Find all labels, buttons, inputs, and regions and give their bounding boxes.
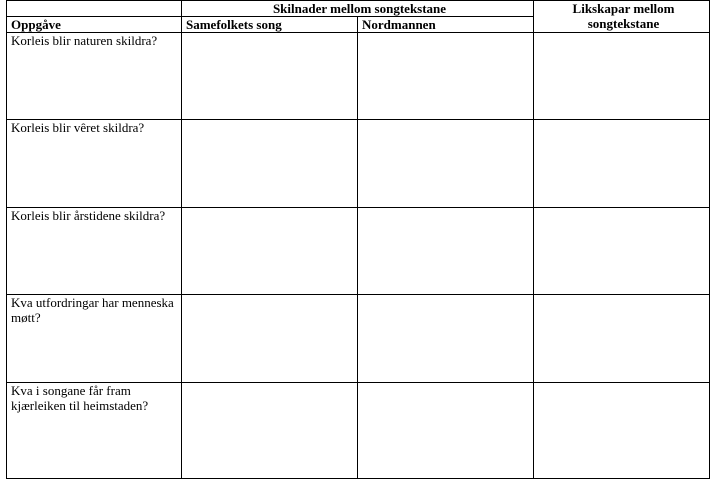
table-row [7,382,710,478]
empty-header-cell [7,1,182,17]
answer-cell-song-b[interactable] [358,33,534,120]
answer-cell-similarities[interactable] [534,382,710,478]
table-row [7,295,710,382]
table-row [7,207,710,294]
answer-cell-song-a[interactable] [182,295,358,382]
answer-cell-song-a[interactable] [182,120,358,207]
answer-cell-song-a[interactable] [182,382,358,478]
answer-cell-song-a[interactable] [182,33,358,120]
task-question: Korleis blir naturen skildra? [7,33,182,120]
task-question: Kva i songane får fram kjærleiken til heimstaden? [7,382,182,478]
header-similarities: Likskapar mellom songtekstane [534,1,710,33]
task-question: Korleis blir vêret skildra? [7,120,182,207]
answer-cell-song-b[interactable] [358,295,534,382]
header-song-a: Samefolkets song [182,17,358,33]
table-row [7,33,710,120]
task-question: Kva utfordringar har menneska møtt? [7,295,182,382]
answer-cell-song-b[interactable] [358,120,534,207]
comparison-table [6,0,710,479]
answer-cell-song-b[interactable] [358,382,534,478]
task-question: Korleis blir årstidene skildra? [7,207,182,294]
header-row-top [7,1,710,17]
header-song-b: Nordmannen [358,17,534,33]
answer-cell-similarities[interactable] [534,120,710,207]
table-row [7,120,710,207]
answer-cell-song-b[interactable] [358,207,534,294]
answer-cell-similarities[interactable] [534,207,710,294]
answer-cell-song-a[interactable] [182,207,358,294]
group-header-differences: Skilnader mellom songtekstane [182,1,534,17]
answer-cell-similarities[interactable] [534,33,710,120]
answer-cell-similarities[interactable] [534,295,710,382]
header-task-column: Oppgåve [7,17,182,33]
